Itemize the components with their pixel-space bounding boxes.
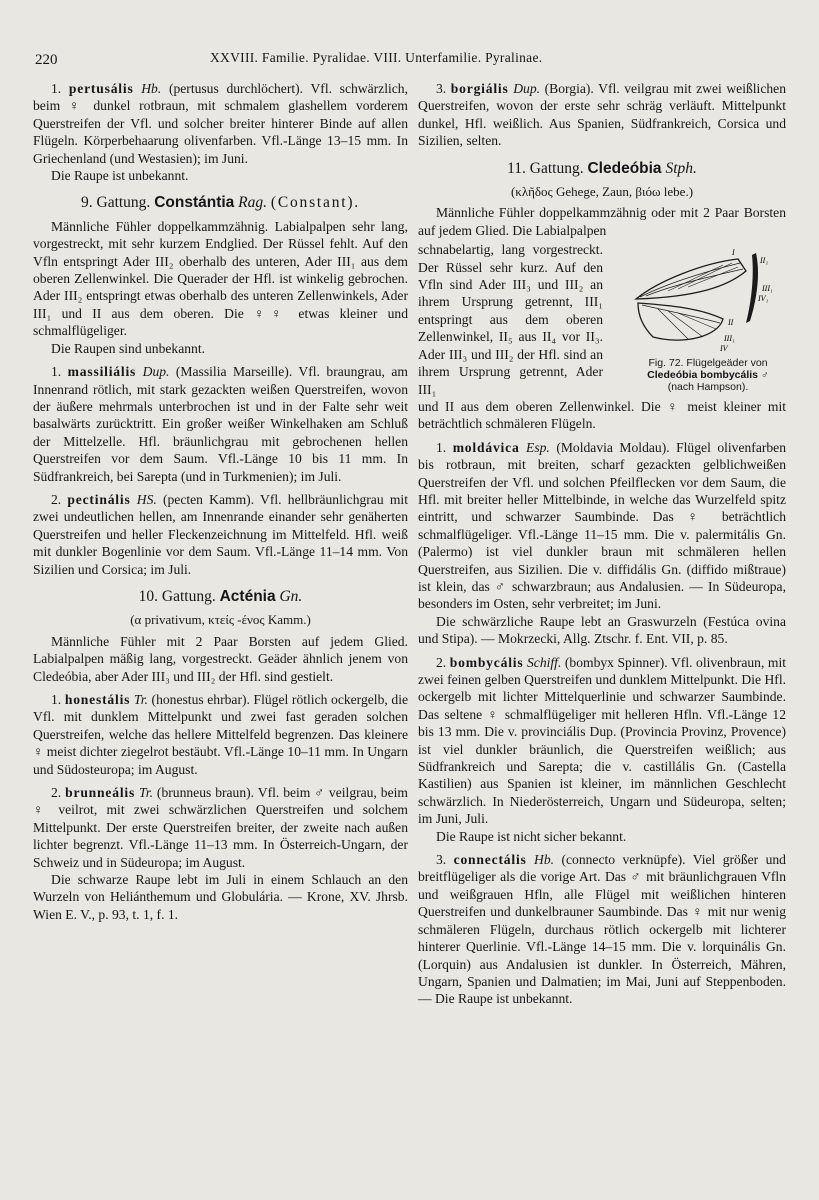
species-author: Dup. [513,81,541,96]
species-moldavica: 1. moldávica Esp. (Moldavia Moldau). Flügel olivenfarben bis rotbraun, mit breiten, scharf gezackten gelblichweißen Querstreifen der Vfl. und solchen Pfeilflecken vor dem Saum, die Hfl. mit breiter heller Mittelbinde, in welche das Wurzelfeld spitz eintritt, und schwarzer Saumbinde. Das ♀ beträchtlich schmalflügeliger. Vfl.-Länge 11–15 mm. Die v. palermitális Gn. (Palermo) ist viel dunkler braun mit schmäleren hellen Querstreifen, aus Sizilien. Die v. diffidális Gn. (diffido mißtraue) ist klein, das ♂ schwarzbraun; aus Andalusien. — In Südeuropa, besonders im Osten, sehr verbreitet; im Juni. [418,439,787,612]
genus-name: Acténia [219,587,276,605]
species-name: pertusális [68,81,134,96]
species-description: (connecto verknüpfe). Viel größer und breitflügeliger als die vorige Art. Das ♂ mit bräunlichgrauen Vfln und weißgrauen Hfln, alle Flügel mit weißlichen hinteren Querstreifen und dunkelbrauner Saumbinde. Das ♀ mit nur wenig schmäleren Flügeln, durchaus rötlich ockergelb mit lichterer hinterer Querlinie. Vfl.-Länge 14–15 mm. Die v. lorquinális Gn. (Lorquin) aus Andalusien ist dunkler. In Österreich, Mähren, Ungarn, Spanien und Dalmatien; im Mai, Juni auf Steppenboden. — Die Raupe ist unbekannt. [418,852,786,1007]
etymology: (κλῆδος Gehege, Zaun, βιόω lebe.) [510,184,694,200]
species-description: (brunneus braun). Vfl. beim ♂ veilgrau, beim ♀ veilrot, mit zwei schwärzlichen Querstreifen und solchem Mittelpunkt. Der erste Querstreifen breiter, der zweite nach außen lichter begrenzt. Vfl.-Länge 11–13 mm. In Österreich-Ungarn, der Schweiz und in Südeuropa; im August. [33,785,408,870]
species-name: honestális [64,692,131,707]
species-name: moldávica [452,439,520,455]
species-bombycalis: 2. bombycális Schiff. (bombyx Spinner). Vfl. olivenbraun, mit zwei feinen gelben Querstreifen und dunklem Mittelpunkt. Die Hfl. ockergelb mit lichter Mittelquerlinie und schwarzer Saumbinde. Das seltene ♀ schmalflügeliger mit helleren Hfln. Vfl.-Länge 12 bis 13 mm. Die v. provinciális Dup. (Provincia Provinz, Provence) ist viel dunkler bräunlich, die Querstreifen weißlich; aus Südfrankreich und Sarepta; die v. castillális Gn. (Castella Kastilien) aus Spanien ist kleiner, im männlichen Geschlecht schwärzlich. In Niederösterreich, Ungarn und Südeuropa, selten; im Juni, Juli. [418,654,786,827]
raupe-note: Die Raupe ist unbekannt. [51,168,189,184]
species-pertusalis: 1. pertusális Hb. (pertusus durchlöchert). Vfl. schwärzlich, beim ♀ dunkel rotbraun, mit schmalem glashellem vorderem Querstreifen der Vfl. und solcher breiter hinterer Binde auf allen Flügeln. Körperbehaarung olivenfarben. Vfl.-Länge 13–15 mm. In Griechenland (und Westasien); im Juni. [33,81,409,166]
genus-description: Männliche Fühler mit 2 Paar Borsten auf jedem Glied. Labialpalpen mäßig lang, vorgestreckt. Geäder ähnlich jenem von Cledeóbia, aber Ader III₃ und III₂ der Hfl. sind gestielt. [33,633,408,684]
running-head: XXVIII. Familie. Pyralidae. VIII. Unterfamilie. Pyralinae. [210,50,543,65]
svg-text:I: I [732,248,735,258]
genus-heading-actenia: 10. Gattung. Acténia Gn. [138,587,303,605]
genus-heading-constantia: 9. Gattung. Constántia Rag. (Constant). [81,194,360,212]
page-header [0,48,819,70]
species-description: (Massilia Marseille). Vfl. braungrau, am Innenrand rötlich, mit stark gezackten weißen Querstreifen, wovon der äußere mehrmals unterbrochen ist und in der Falte sehr weit basalwärts zurücktritt. Ein großer weißer Winkelhaken am Schluß der Mittelzelle. Hfl. bräunlichgrau mit gebrochenen hellen Querstreifen vor dem Saum. Vfl.-Länge 10 bis 11 mm. In Südfrankreich, bei Sarepta (und in Turkmenien); im Juli. [33,364,408,484]
genus-name: Cledeóbia [587,159,662,177]
etymology: (α privativum, κτείς -ένος Kamm.) [130,612,311,628]
species-honestalis: 1. honestális Tr. (honestus ehrbar). Flügel rötlich ockergelb, die Vfl. mit dunklem Mittelpunkt und zwei fast geraden solchen Querstreifen, welche das hellere Mittelfeld begrenzen. Das kleinere ♀ meist dichter ziegelrot bestäubt. Vfl.-Länge 10–11 mm. In Ungarn und Südosteuropa; im August. [33,692,409,777]
raupe-note: Die schwarze Raupe lebt im Juli in einem Schlauch an den Wurzeln von Heliánthemum und Globulária. — Krone, XV. Jhrsb. Wien E. V., p. 93, t. 1, f. 1. [33,872,408,922]
venation-figure [628,241,788,401]
species-name: pectinális [67,491,131,507]
left-column [33,80,408,923]
figure-caption: Fig. 72. Flügelgeäder von Cledeóbia bombycális ♂ (nach Hampson). [647,357,769,394]
species-borgialis: 3. borgiális Dup. (Borgia). Vfl. veilgrau mit zwei weißlichen Querstreifen, wovon der erste sehr schräg verläuft. Mittelpunkt dunkel, Hfl. weißlich. Aus Spanien, Südfrankreich, Corsica und Sizilien, selten. [418,81,786,149]
species-name: massiliális [67,364,137,380]
species-description: (pecten Kamm). Vfl. hellbräunlichgrau mit zwei undeutlichen hellen, am Innenrande einander sehr genäherten Querstreifen und heller Fleckenzeichnung im Mittelfeld. Hfl. weiß mit dunkler Bogenlinie vor dem Saum. Vfl.-Länge 11–14 mm. Von Sizilien und Corsica; im Juli. [33,491,408,577]
species-name: brunneális [65,785,136,801]
svg-text:III₁: III₁ [724,334,735,344]
genus-heading-cledeobia: 11. Gattung. Cledeóbia Stph. [507,159,697,177]
genus-description-cont: und II aus dem oberen Zellenwinkel. Die ♀ meist kleiner mit beträchtlich schmäleren Flügeln. [418,398,786,432]
raupe-note: Die schwärzliche Raupe lebt an Graswurzeln (Festúca ovina und Stipa). — Mokrzecki, Allg. Ztschr. f. Ent. VII, p. 85. [418,613,786,647]
species-description: (honestus ehrbar). Flügel rötlich ockergelb, die Vfl. mit dunklem Mittelpunkt und zwei fast geraden solchen Querstreifen, welche das hellere Mittelfeld begrenzen. Das kleinere ♀ meist dichter ziegelrot bestäubt. Vfl.-Länge 10–11 mm. In Ungarn und Südosteuropa; im August. [33,692,409,777]
raupe-note: Die Raupe ist nicht sicher bekannt. [436,828,627,844]
page-number: 220 [35,52,58,68]
species-name: bombycális [449,654,524,670]
genus-description: Männliche Fühler doppelkammzähnig. Labialpalpen sehr lang, vorgestreckt, mit sehr kurzem Endglied. Der Rüssel fehlt. Auf den Vfln entspringt Ader III₂ oberhalb des unteren, Ader III₁ aus dem oberen Zellenwinkel. Die Querader der Hfl. ist winkelig gebrochen. Ader III₂ entspringt etwas oberhalb des unteren Zellenwinkels, Ader III₁ und II aus dem oberen. Die ♀♀ etwas kleiner und schmalflügeliger. [33,218,408,339]
species-name: connectális [453,852,527,868]
svg-text:IV₁: IV₁ [758,294,769,304]
species-author: Tr. [139,785,153,801]
svg-text:III₁: III₁ [762,284,773,294]
species-author: Tr. [133,692,148,707]
genus-description-wrapped: schnabelartig, lang vorgestreckt. Der Rüssel sehr kurz. Auf den Vfln sind Ader III₃ und III₂ an ihrem Ursprung getrennt, III₁ entspringt aus dem oberen Zellenwinkel, II₅ aus II₄ vor II₃. Ader III₃ und III₂ der Hfl. sind an ihrem Ursprung getrennt, Ader III₁ [418,242,603,397]
species-author: Hb. [141,81,162,96]
raupe-note: Die Raupen sind unbekannt. [51,340,206,356]
species-author: Dup. [142,364,170,380]
svg-text:II: II [728,318,734,328]
wing-venation-drawing [628,241,788,356]
species-author: Schiff. [526,654,562,670]
species-author: Esp. [526,439,550,455]
species-description: (pertusus durchlöchert). Vfl. schwärzlich, beim ♀ dunkel rotbraun, mit schmalem glashellem vorderem Querstreifen der Vfl. und solcher breiter hinterer Binde auf allen Flügeln. Körperbehaarung olivenfarben. Vfl.-Länge 13–15 mm. In Griechenland (und Westasien); im Juni. [33,81,409,166]
right-column [418,80,786,1008]
genus-description: Männliche Fühler doppelkammzähnig oder mit 2 Paar Borsten auf jedem Glied. Die Labialpalpen [418,205,786,238]
svg-text:IV: IV [720,344,728,354]
species-pectinalis: 2. pectinális HS. (pecten Kamm). Vfl. hellbräunlichgrau mit zwei undeutlichen hellen, am Innenrande einander sehr genäherten Querstreifen und heller Fleckenzeichnung im Mittelfeld. Hfl. weiß mit dunkler Bogenlinie vor dem Saum. Vfl.-Länge 11–14 mm. Von Sizilien und Corsica; im Juli. [33,491,408,577]
species-description: (Borgia). Vfl. veilgrau mit zwei weißlichen Querstreifen, wovon der erste sehr schräg verläuft. Mittelpunkt dunkel, Hfl. weißlich. Aus Spanien, Südfrankreich, Corsica und Sizilien, selten. [418,81,786,149]
genus-name: Constántia [154,194,235,212]
species-brunnealis: 2. brunneális Tr. (brunneus braun). Vfl. beim ♂ veilgrau, beim ♀ veilrot, mit zwei schwärzlichen Querstreifen und solchem Mittelpunkt. Der erste Querstreifen breiter, der zweite nach außen lichter begrenzt. Vfl.-Länge 11–13 mm. In Österreich-Ungarn, der Schweiz und in Südeuropa; im August. [33,785,408,870]
species-description: (Moldavia Moldau). Flügel olivenfarben bis rotbraun, mit breiten, scharf gezackten gelblichweißen Querstreifen der Vfl. und solchen Pfeilflecken vor dem Saum, die Hfl. mit breiter heller Mittelbinde, in welche das Wurzelfeld spitz eintritt, und schwarzer Saumbinde. Das ♀ beträchtlich schmalflügeliger. Vfl.-Länge 11–15 mm. Die v. palermitális Gn. (Palermo) ist viel dunkler braun mit schmäleren hellen Querstreifen, aus Sizilien. Die v. diffidális Gn. (diffido mißtraue) ist klein, das ♂ schwarzbraun; aus Andalusien. — In Südeuropa, besonders im Osten, sehr verbreitet; im Juni. [418,439,787,612]
species-author: HS. [136,491,157,507]
species-name: borgiális [450,81,509,96]
species-author: Hb. [534,852,555,868]
species-massilialis: 1. massiliális Dup. (Massilia Marseille). Vfl. braungrau, am Innenrand rötlich, mit stark gezackten weißen Querstreifen, wovon der äußere mehrmals unterbrochen ist und in der Falte sehr weit basalwärts zurücktritt. Ein großer weißer Winkelhaken am Schluß der Mittelzelle. Hfl. bräunlichgrau mit gebrochenen hellen Querstreifen vor dem Saum. Vfl.-Länge 10 bis 11 mm. In Südfrankreich, bei Sarepta (und in Turkmenien); im Juli. [33,364,408,484]
species-description: (bombyx Spinner). Vfl. olivenbraun, mit zwei feinen gelben Querstreifen und dunklem Mittelpunkt. Die Hfl. ockergelb mit lichter Mittelquerlinie und schwarzer Saumbinde. Das seltene ♀ schmalflügeliger mit helleren Hfln. Vfl.-Länge 12 bis 13 mm. Die v. provinciális Dup. (Provincia Provinz, Provence) ist viel dunkler bräunlich, die Querstreifen weißlich; aus Südfrankreich und Sarepta; die v. castillális Gn. (Castella Kastilien) aus Spanien ist kleiner, im männlichen Geschlecht schwärzlich. In Niederösterreich, Ungarn und Südeuropa, selten; im Juni, Juli. [418,654,786,827]
species-connectalis: 3. connectális Hb. (connecto verknüpfe). Viel größer und breitflügeliger als die vorige Art. Das ♂ mit bräunlichgrauen Vfln und weißgrauen Hfln, alle Flügel mit weißlichen hinteren Querstreifen und dunkelbrauner Saumbinde. Das ♀ mit nur wenig schmäleren Flügeln, durchaus rötlich ockergelb mit lichterer hinterer Querlinie. Vfl.-Länge 14–15 mm. Die v. lorquinális Gn. (Lorquin) aus Andalusien ist dunkler. In Österreich, Mähren, Ungarn, Spanien und Dalmatien; im Mai, Juni auf Steppenboden. — Die Raupe ist unbekannt. [418,852,786,1007]
svg-text:II₁: II₁ [760,256,769,266]
